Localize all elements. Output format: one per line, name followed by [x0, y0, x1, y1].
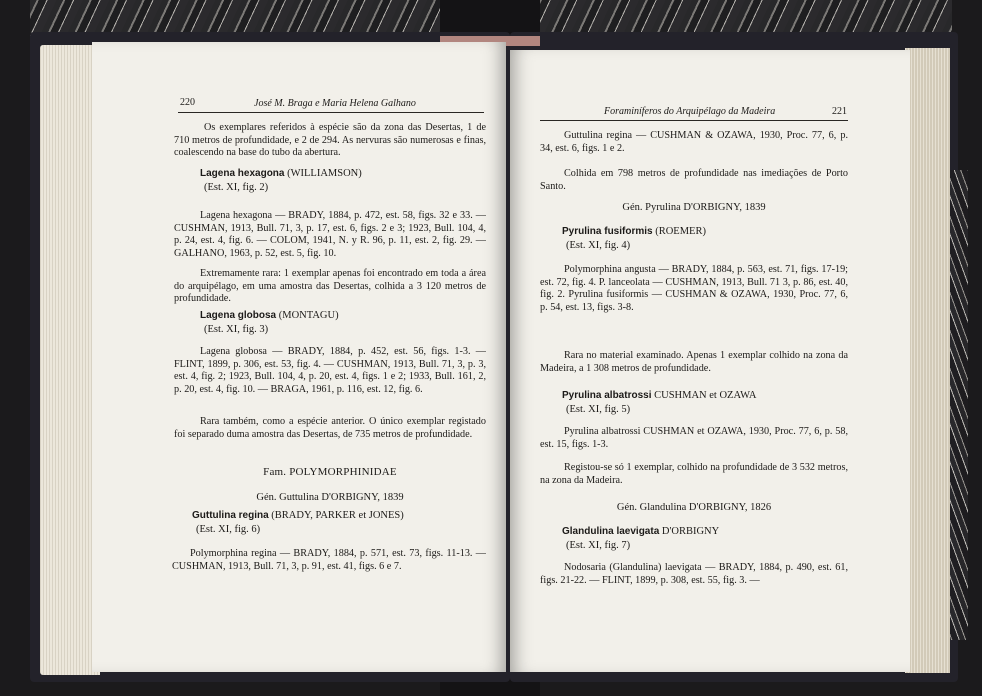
- species-name: Pyrulina albatrossi: [562, 390, 652, 401]
- plate-reference: (Est. XI, fig. 3): [204, 324, 269, 335]
- page-edges-right: [905, 48, 950, 673]
- synonymy: Polymorphina regina — BRADY, 1884, p. 571, est. 73, figs. 11-13. — CUSHMAN, 1913, Bull. 71, 3, p. 91, est. 41, figs. 6 e 7.: [172, 548, 486, 572]
- species-author: CUSHMAN et OZAWA: [654, 390, 757, 401]
- left-header-rule: [178, 112, 484, 113]
- plate-reference: (Est. XI, fig. 2): [204, 182, 269, 193]
- synonymy: Polymorphina angusta — BRADY, 1884, p. 563, est. 71, figs. 17-19; est. 72, fig. 4. P. lanceolata — CUSHMAN, 1913, Bull. 71 3, p. 86, est. 40, fig. 2. Pyrulina fusiformis — CUSHMAN & OZAWA, 1930, Proc. 77, 6, p. 54, est. 13, figs. 3-8.: [540, 264, 848, 313]
- synonymy: Guttulina regina — CUSHMAN & OZAWA, 1930, Proc. 77, 6, p. 34, est. 6, figs. 1 e 2.: [540, 130, 848, 154]
- paragraph: Rara também, como a espécie anterior. O único exemplar registado foi separado duma amostra das Desertas, de 735 metros de profundidade.: [174, 416, 486, 440]
- genus-heading: Gén. Glandulina D'ORBIGNY, 1826: [616, 502, 772, 513]
- species-name: Pyrulina fusiformis: [562, 226, 653, 237]
- species-name: Glandulina laevigata: [562, 526, 660, 537]
- species-author: (BRADY, PARKER et JONES): [271, 510, 404, 521]
- species-author: (MONTAGU): [278, 310, 339, 321]
- species-heading: [192, 510, 404, 521]
- species-heading: [200, 310, 339, 321]
- family-heading: Fam. POLYMORPHINIDAE: [263, 466, 397, 478]
- right-header-rule: [540, 120, 848, 121]
- right-page: [510, 50, 910, 672]
- right-page-number: 221: [832, 106, 847, 117]
- species-author: (WILLIAMSON): [287, 168, 362, 179]
- genus-heading: Gén. Guttulina D'ORBIGNY, 1839: [256, 492, 404, 503]
- synonymy: Pyrulina albatrossi CUSHMAN et OZAWA, 1930, Proc. 77, 6, p. 58, est. 15, figs. 1-3.: [540, 426, 848, 450]
- left-page: [92, 42, 506, 672]
- plate-reference: (Est. XI, fig. 6): [196, 524, 261, 535]
- synonymy: Lagena globosa — BRADY, 1884, p. 452, est. 56, figs. 1-3. — FLINT, 1899, p. 306, est. 53, fig. 4. — CUSHMAN, 1913, Bull. 71, 3, p. 3, est. 4, fig. 2; 1923, Bull. 104, 4, p. 20, est. 4, figs. 1 e 2; 1933, Bull. 161, 2, p. 20, est. 4, fig. 10. — BRAGA, 1961, p. 116, est. 12, fig. 6.: [174, 346, 486, 395]
- paragraph: Registou-se só 1 exemplar, colhido na profundidade de 3 532 metros, na zona da Madeira.: [540, 462, 848, 486]
- paragraph: Extremamente rara: 1 exemplar apenas foi encontrado em toda a área do arquipélago, em uma amostra das Desertas, colhida a 3 120 metros de profundidade.: [174, 268, 486, 305]
- left-page-number: 220: [180, 97, 195, 108]
- species-heading: [200, 168, 362, 179]
- species-name: Guttulina regina: [192, 510, 269, 521]
- species-heading: [562, 526, 719, 537]
- species-author: (ROEMER): [655, 226, 706, 237]
- synonymy: Lagena hexagona — BRADY, 1884, p. 472, est. 58, figs. 32 e 33. — CUSHMAN, 1913, Bull. 71, 3, p. 17, est. 6, figs. 2 e 3; 1923, Bull. 104, 4, p. 24, est. 4, fig. 6. — COLOM, 1941, N. y R. 96, p. 11, est. 2, fig. 29. — GALHANO, 1963, p. 52, est. 5, fig. 10.: [174, 210, 486, 259]
- species-name: Lagena hexagona: [200, 168, 285, 179]
- paragraph: Rara no material examinado. Apenas 1 exemplar colhido na zona da Madeira, a 1 308 metros de profundidade.: [540, 350, 848, 374]
- genus-heading: Gén. Pyrulina D'ORBIGNY, 1839: [622, 202, 766, 213]
- species-heading: [562, 390, 757, 401]
- page-edges-left: [40, 45, 100, 675]
- left-running-head: José M. Braga e Maria Helena Galhano: [254, 98, 416, 109]
- paragraph: Os exemplares referidos à espécie são da zona das Desertas, 1 de 710 metros de profundidade, e 2 de 294. As nervuras são numerosas e finas, coalescendo na base do tubo da abertura.: [174, 122, 486, 159]
- paragraph: Colhida em 798 metros de profundidade nas imediações de Porto Santo.: [540, 168, 848, 192]
- species-heading: [562, 226, 706, 237]
- synonymy: Nodosaria (Glandulina) laevigata — BRADY, 1884, p. 490, est. 61, figs. 21-22. — FLINT, 1899, p. 308, est. 55, fig. 3. —: [540, 562, 848, 586]
- species-author: D'ORBIGNY: [661, 526, 720, 537]
- plate-reference: (Est. XI, fig. 5): [566, 404, 631, 415]
- right-running-head: Foraminíferos do Arquipélago da Madeira: [604, 106, 776, 117]
- species-name: Lagena globosa: [200, 310, 277, 321]
- plate-reference: (Est. XI, fig. 4): [566, 240, 631, 251]
- plate-reference: (Est. XI, fig. 7): [566, 540, 631, 551]
